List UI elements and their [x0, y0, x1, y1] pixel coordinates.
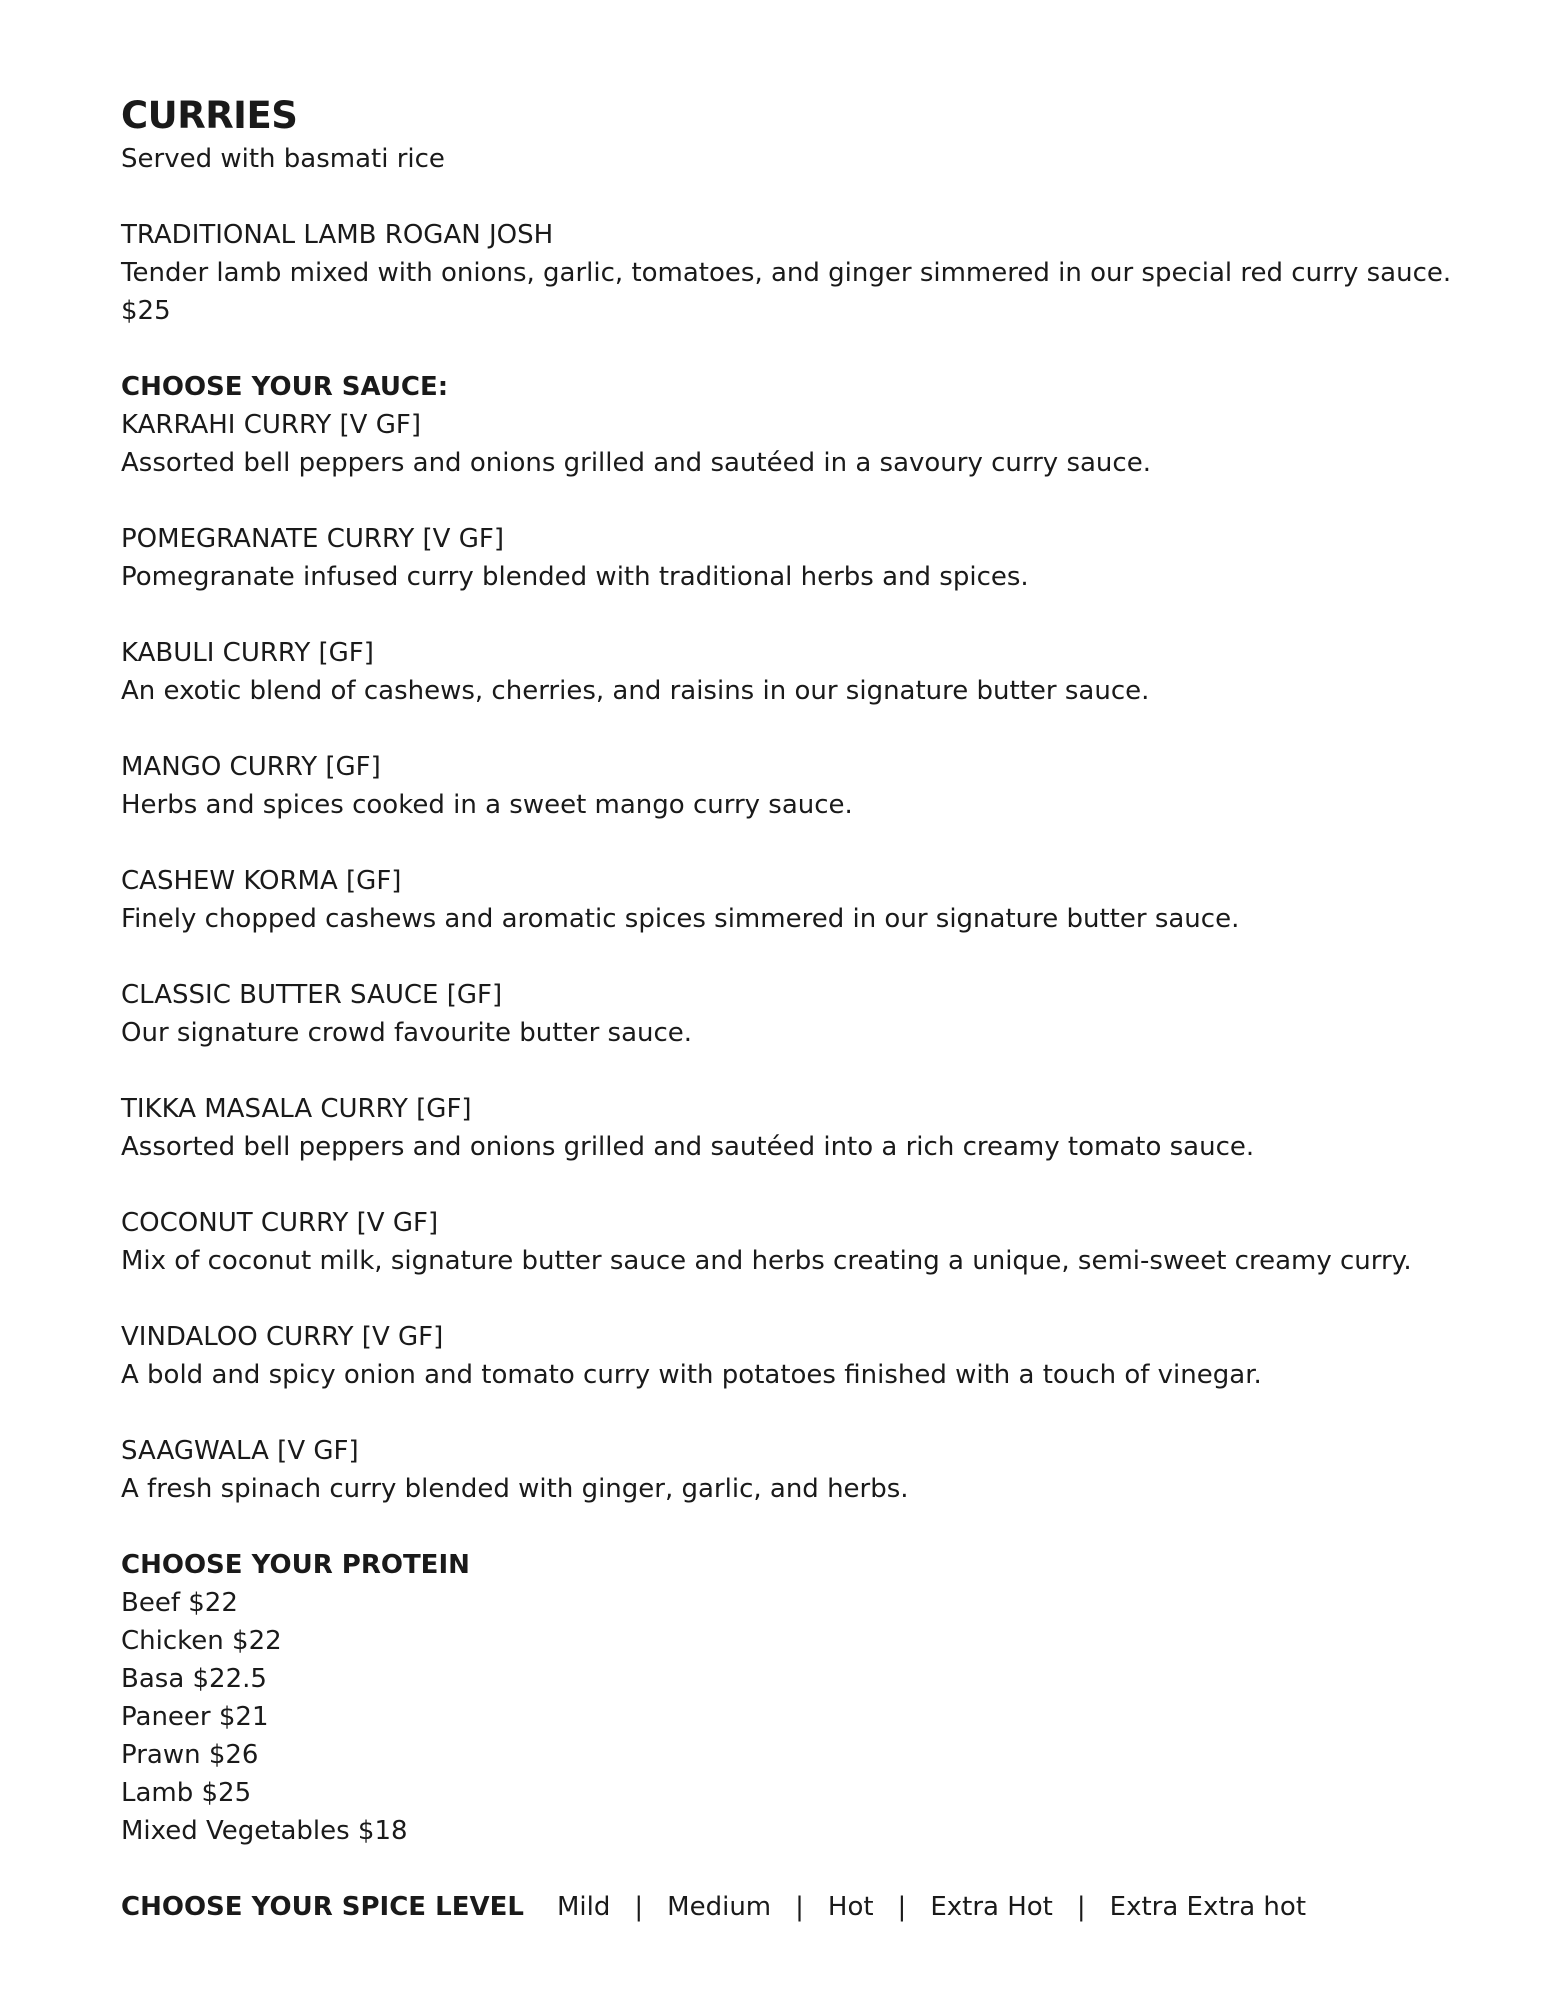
sauce-item — [121, 1090, 1501, 1166]
page-subtitle: Served with basmati rice — [121, 144, 445, 174]
spice-option-hot: Hot — [827, 1892, 874, 1922]
sauce-heading: CHOOSE YOUR SAUCE: — [121, 372, 449, 402]
sauce-item — [121, 748, 1501, 824]
sauce-item-name: TIKKA MASALA CURRY [GF] — [121, 1094, 472, 1124]
sauce-item-name: KARRAHI CURRY [V GF] — [121, 410, 421, 440]
protein-item: Mixed Vegetables $18 — [121, 1816, 408, 1846]
spacer — [121, 330, 1501, 368]
spice-option-extra-extra-hot: Extra Extra hot — [1109, 1892, 1307, 1922]
featured-item-name: TRADITIONAL LAMB ROGAN JOSH — [121, 220, 554, 250]
sauce-item — [121, 520, 1501, 596]
protein-item: Beef $22 — [121, 1588, 238, 1618]
sauce-item-name: CLASSIC BUTTER SAUCE [GF] — [121, 980, 503, 1010]
sauce-item — [121, 1204, 1501, 1280]
sauce-item — [121, 976, 1501, 1052]
sauce-item-description: Assorted bell peppers and onions grilled and sautéed in a savoury curry sauce. — [121, 448, 1151, 478]
spacer — [121, 482, 1501, 520]
spice-option-medium: Medium — [667, 1892, 772, 1922]
spice-separator: | — [795, 1892, 804, 1922]
spacer — [121, 1166, 1501, 1204]
sauce-item-description: Our signature crowd favourite butter sauce. — [121, 1018, 693, 1048]
spice-separator: | — [1076, 1892, 1086, 1922]
spice-separator: | — [897, 1892, 907, 1922]
spacer — [121, 710, 1501, 748]
sauce-item — [121, 1318, 1501, 1394]
protein-heading: CHOOSE YOUR PROTEIN — [121, 1550, 470, 1580]
sauce-item-name: KABULI CURRY [GF] — [121, 638, 374, 668]
menu-page — [121, 94, 1501, 1926]
spacer — [121, 596, 1501, 634]
sauce-item-name: POMEGRANATE CURRY [V GF] — [121, 524, 504, 554]
protein-item: Paneer $21 — [121, 1702, 269, 1732]
spacer — [121, 1280, 1501, 1318]
sauce-item-description: Mix of coconut milk, signature butter sauce and herbs creating a unique, semi-sweet creamy curry. — [121, 1246, 1412, 1276]
spice-separator: | — [634, 1892, 644, 1922]
spice-option-extra-hot: Extra Hot — [930, 1892, 1053, 1922]
spice-level-row — [121, 1888, 1501, 1926]
spice-heading: CHOOSE YOUR SPICE LEVEL — [121, 1892, 524, 1922]
spacer — [121, 1508, 1501, 1546]
sauce-item — [121, 406, 1501, 482]
spacer — [121, 938, 1501, 976]
sauce-item-name: MANGO CURRY [GF] — [121, 752, 381, 782]
sauce-item — [121, 862, 1501, 938]
protein-item: Chicken $22 — [121, 1626, 282, 1656]
sauce-item-name: COCONUT CURRY [V GF] — [121, 1208, 439, 1238]
protein-item: Prawn $26 — [121, 1740, 259, 1770]
sauce-item-name: SAAGWALA [V GF] — [121, 1436, 359, 1466]
sauce-item-description: Finely chopped cashews and aromatic spices simmered in our signature butter sauce. — [121, 904, 1240, 934]
spacer — [121, 1394, 1501, 1432]
sauce-item-description: Herbs and spices cooked in a sweet mango curry sauce. — [121, 790, 853, 820]
sauce-item-name: CASHEW KORMA [GF] — [121, 866, 402, 896]
spacer — [121, 1052, 1501, 1090]
page-title: CURRIES — [121, 94, 298, 137]
sauce-item-description: An exotic blend of cashews, cherries, and raisins in our signature butter sauce. — [121, 676, 1150, 706]
featured-item — [121, 216, 1501, 330]
sauce-item-name: VINDALOO CURRY [V GF] — [121, 1322, 444, 1352]
sauce-item-description: Pomegranate infused curry blended with traditional herbs and spices. — [121, 562, 1029, 592]
sauce-item-description: A fresh spinach curry blended with ginger, garlic, and herbs. — [121, 1474, 909, 1504]
spacer — [121, 1850, 1501, 1888]
protein-item: Basa $22.5 — [121, 1664, 267, 1694]
sauce-item-description: A bold and spicy onion and tomato curry with potatoes finished with a touch of vinegar. — [121, 1360, 1262, 1390]
spice-option-mild: Mild — [557, 1892, 611, 1922]
spacer — [121, 178, 1501, 216]
featured-item-price: $25 — [121, 296, 171, 326]
sauce-item — [121, 1432, 1501, 1508]
spacer — [121, 824, 1501, 862]
sauce-item — [121, 634, 1501, 710]
spice-options — [557, 1888, 1306, 1926]
protein-item: Lamb $25 — [121, 1778, 252, 1808]
sauce-item-description: Assorted bell peppers and onions grilled and sautéed into a rich creamy tomato sauce. — [121, 1132, 1255, 1162]
featured-item-description: Tender lamb mixed with onions, garlic, tomatoes, and ginger simmered in our special red curry sauce. — [121, 258, 1452, 288]
